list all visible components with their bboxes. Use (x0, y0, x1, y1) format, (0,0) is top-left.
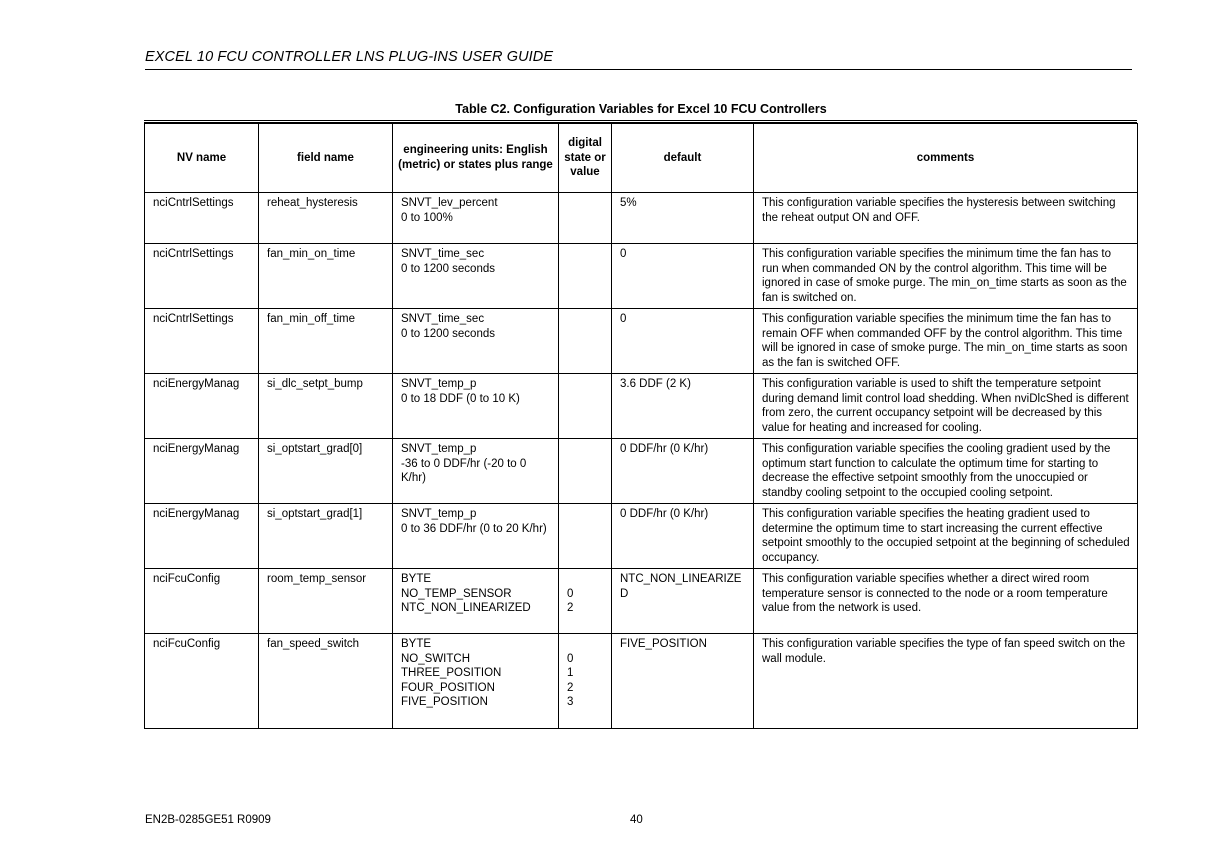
cell-units (393, 569, 559, 634)
cell-nv-name: nciCntrlSettings (145, 193, 259, 244)
cell-default: 0 (612, 244, 754, 309)
table-caption: Table C2. Configuration Variables for Excel 10 FCU Controllers (455, 102, 827, 116)
cell-field-name: room_temp_sensor (259, 569, 393, 634)
cell-units-line: 0 to 100% (401, 211, 453, 224)
cell-units (393, 374, 559, 439)
cell-field-name: si_optstart_grad[1] (259, 504, 393, 569)
cell-units-line: -36 to 0 DDF/hr (-20 to 0 K/hr) (401, 457, 530, 485)
cell-digital (559, 244, 612, 309)
column-header-units: engineering units: English (metric) or states plus range (393, 124, 559, 193)
cell-field-name: si_optstart_grad[0] (259, 439, 393, 504)
column-header-digital: digital state or value (559, 124, 612, 193)
column-header-comments: comments (754, 124, 1138, 193)
cell-comments: This configuration variable specifies the type of fan speed switch on the wall module. (754, 634, 1138, 729)
cell-nv-name: nciEnergyManag (145, 374, 259, 439)
cell-digital (559, 193, 612, 244)
cell-digital-line: 3 (567, 696, 574, 709)
cell-comments: This configuration variable specifies whether a direct wired room temperature sensor is connected to the node or a room temperature value from the network is used. (754, 569, 1138, 634)
cell-units-line: 0 to 18 DDF (0 to 10 K) (401, 392, 520, 405)
table-row (145, 569, 1138, 634)
table-row (145, 244, 1138, 309)
cell-units (393, 634, 559, 729)
cell-digital-line: 2 (567, 602, 574, 615)
cell-units (393, 439, 559, 504)
cell-nv-name: nciFcuConfig (145, 634, 259, 729)
cell-nv-name: nciCntrlSettings (145, 244, 259, 309)
column-header-default: default (612, 124, 754, 193)
cell-units (393, 244, 559, 309)
cell-units-line: FOUR_POSITION (401, 681, 495, 694)
cell-units-line: BYTE (401, 573, 432, 585)
footer-doc-id: EN2B-0285GE51 R0909 (145, 814, 271, 826)
table-row (145, 439, 1138, 504)
cell-default: 0 (612, 309, 754, 374)
cell-default: FIVE_POSITION (612, 634, 754, 729)
cell-field-name: fan_min_off_time (259, 309, 393, 374)
cell-default: NTC_NON_LINEARIZE D (612, 569, 754, 634)
table-row (145, 309, 1138, 374)
cell-nv-name: nciEnergyManag (145, 504, 259, 569)
cell-comments: This configuration variable is used to shift the temperature setpoint during demand limit control load shedding. When nviDlcShed is different from zero, the current occupancy setpoint will be decreased by this value for heating and increased for cooling. (754, 374, 1138, 439)
cell-field-name: fan_speed_switch (259, 634, 393, 729)
cell-units-line: SNVT_temp_p (401, 378, 477, 390)
cell-default: 3.6 DDF (2 K) (612, 374, 754, 439)
column-header-field-name: field name (259, 124, 393, 193)
cell-digital-line: 0 (567, 652, 574, 665)
cell-units-line: SNVT_time_sec (401, 313, 485, 325)
cell-units-line: SNVT_lev_percent (401, 197, 498, 209)
cell-digital-line: 0 (567, 587, 574, 600)
table-row (145, 374, 1138, 439)
header-rule (145, 69, 1132, 70)
cell-units-line: SNVT_temp_p (401, 443, 477, 455)
cell-digital-line: 1 (567, 667, 574, 680)
cell-digital (559, 309, 612, 374)
cell-nv-name: nciCntrlSettings (145, 309, 259, 374)
cell-digital (559, 634, 612, 729)
cell-digital (559, 374, 612, 439)
cell-comments: This configuration variable specifies the cooling gradient used by the optimum start function to calculate the optimum time for starting to decrease the effective setpoint smoothly from the unoccupied or standby cooling setpoint to the occupied cooling setpoint. (754, 439, 1138, 504)
column-header-nv-name: NV name (145, 124, 259, 193)
table-row (145, 504, 1138, 569)
cell-default: 5% (612, 193, 754, 244)
cell-comments: This configuration variable specifies the heating gradient used to determine the optimum time to start increasing the current effective setpoint smoothly to the occupied setpoint at the beginning of scheduled occupancy. (754, 504, 1138, 569)
config-variables-table (144, 123, 1138, 729)
cell-units-line: NTC_NON_LINEARIZED (401, 602, 531, 615)
cell-units-line: NO_SWITCH (401, 652, 470, 665)
cell-digital (559, 439, 612, 504)
cell-field-name: si_dlc_setpt_bump (259, 374, 393, 439)
cell-units-line: 0 to 1200 seconds (401, 327, 495, 340)
cell-comments: This configuration variable specifies the hysteresis between switching the reheat output ON and OFF. (754, 193, 1138, 244)
cell-units (393, 309, 559, 374)
page-number: 40 (630, 814, 643, 826)
cell-units-line: THREE_POSITION (401, 667, 502, 680)
cell-units-line: 0 to 36 DDF/hr (0 to 20 K/hr) (401, 522, 547, 535)
cell-digital-line (567, 637, 604, 652)
cell-field-name: reheat_hysteresis (259, 193, 393, 244)
cell-units-line: 0 to 1200 seconds (401, 262, 495, 275)
cell-units-line: NO_TEMP_SENSOR (401, 587, 512, 600)
cell-units (393, 193, 559, 244)
page-header-title: EXCEL 10 FCU CONTROLLER LNS PLUG-INS USER GUIDE (145, 49, 554, 65)
cell-comments: This configuration variable specifies the minimum time the fan has to run when commanded ON by the control algorithm. This time will be ignored in case of smoke purge. The min_on_time starts as soon as the fan is switched on. (754, 244, 1138, 309)
cell-nv-name: nciEnergyManag (145, 439, 259, 504)
table-body (145, 193, 1138, 729)
cell-digital-line (567, 572, 604, 587)
table-row (145, 193, 1138, 244)
cell-field-name: fan_min_on_time (259, 244, 393, 309)
cell-units-line: FIVE_POSITION (401, 696, 488, 709)
cell-units-line: BYTE (401, 638, 432, 650)
cell-units-line: SNVT_temp_p (401, 508, 477, 520)
cell-units (393, 504, 559, 569)
cell-comments: This configuration variable specifies the minimum time the fan has to remain OFF when commanded OFF by the control algorithm. This time will be ignored in case of smoke purge. The min_on_time starts as soon as the fan is switched OFF. (754, 309, 1138, 374)
cell-digital (559, 569, 612, 634)
cell-default: 0 DDF/hr (0 K/hr) (612, 439, 754, 504)
cell-units-line: SNVT_time_sec (401, 248, 485, 260)
config-table-frame (144, 120, 1137, 729)
table-row (145, 634, 1138, 729)
cell-default: 0 DDF/hr (0 K/hr) (612, 504, 754, 569)
cell-digital (559, 504, 612, 569)
cell-nv-name: nciFcuConfig (145, 569, 259, 634)
cell-digital-line: 2 (567, 681, 574, 694)
table-header-row (145, 124, 1138, 193)
